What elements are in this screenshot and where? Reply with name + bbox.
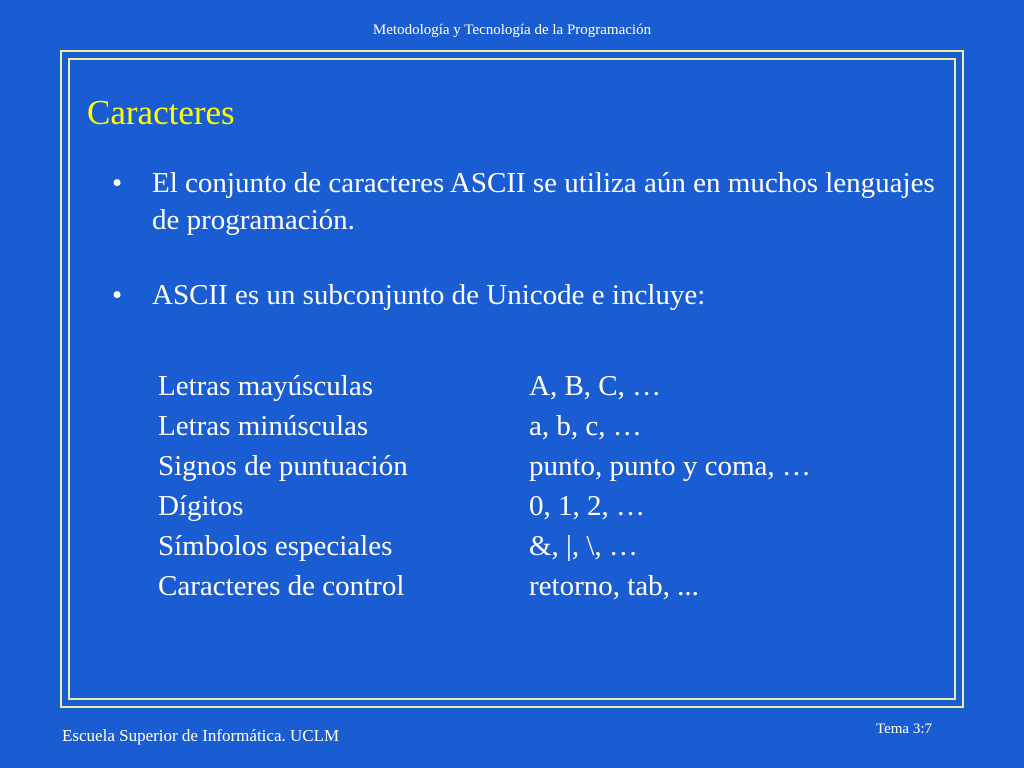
category-label: Letras minúsculas (158, 410, 369, 442)
category-label: Signos de puntuación (158, 450, 408, 482)
category-label: Dígitos (158, 490, 244, 522)
category-examples: A, B, C, … (529, 370, 662, 402)
bullet-icon: • (112, 279, 123, 311)
bullet-text-1: El conjunto de caracteres ASCII se utiliza aún en muchos lenguajes de programación. (152, 167, 935, 236)
bullet-text-2: ASCII es un subconjunto de Unicode e incluye: (152, 279, 706, 311)
category-examples: punto, punto y coma, … (529, 450, 811, 482)
category-examples: a, b, c, … (529, 410, 642, 442)
category-label: Caracteres de control (158, 570, 405, 602)
institution-footer: Escuela Superior de Informática. UCLM (62, 726, 340, 745)
bullet-icon: • (112, 167, 123, 199)
category-examples: 0, 1, 2, … (529, 490, 645, 522)
category-examples: retorno, tab, ... (529, 570, 699, 602)
category-examples: &, |, \, … (529, 530, 638, 562)
page-number: Tema 3:7 (875, 721, 932, 737)
category-label: Letras mayúsculas (158, 370, 374, 402)
course-header: Metodología y Tecnología de la Programación (372, 22, 652, 38)
slide-title: Caracteres (87, 93, 235, 132)
category-label: Símbolos especiales (158, 530, 393, 562)
